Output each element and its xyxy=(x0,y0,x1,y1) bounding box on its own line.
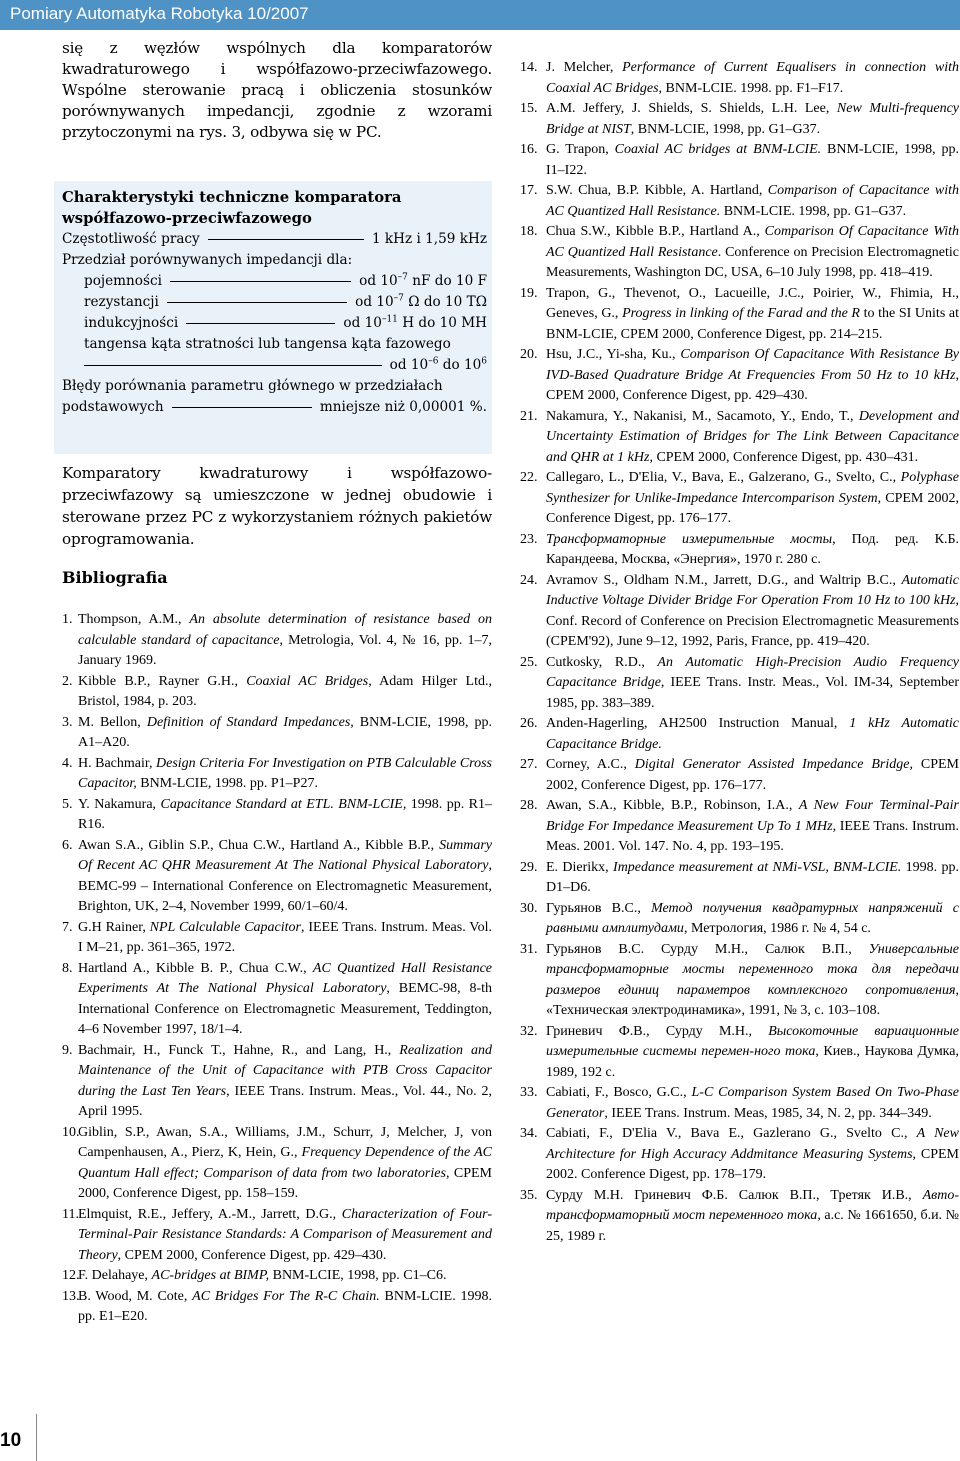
spec-frequency xyxy=(62,229,487,250)
reference-item xyxy=(512,1186,959,1248)
specs-title: Charakterystyki techniczne komparatora współfazowo-przeciwfazowego xyxy=(62,189,402,227)
reference-item xyxy=(62,1205,492,1267)
reference-title: Трансформаторные измерительные мосты xyxy=(546,531,833,547)
reference-number: 28. xyxy=(520,798,538,813)
reference-number: 20. xyxy=(520,347,538,362)
reference-details: , CPEM 2000, Conference Digest, pp. 430–431. xyxy=(649,449,919,465)
reference-details: BNM-LCIE. 1998. pp. E1–E20. xyxy=(78,1288,492,1324)
reference-title: Универсальные трансформаторные мосты переменного тока для передачи размеров единиц параметров комплексного сопротивления xyxy=(546,941,959,998)
reference-number: 24. xyxy=(520,572,538,588)
reference-details: to the SI Units at BNM-LCIE, CPEM 2000, Conference Digest, pp. 214–215. xyxy=(546,306,959,342)
reference-authors: Awan, S.A., Kibble, B.P., Robinson, I.A., xyxy=(546,798,799,813)
reference-item xyxy=(62,1266,492,1287)
spec-error xyxy=(62,397,487,418)
reference-authors: Giblin, S.P., Awan, S.A., Williams, J.M., Schurr, J, Melcher, J, von Campenhausen, A., Pierz, K, Hein, G., xyxy=(78,1124,492,1160)
spec-tan xyxy=(62,355,487,376)
spec-error-label2: podstawowych xyxy=(62,399,164,415)
reference-item xyxy=(62,959,492,1041)
reference-details: BNM-LCIE, 1998. pp. P1–P27. xyxy=(136,776,318,791)
reference-authors: S.W. Chua, B.P. Kibble, A. Hartland, xyxy=(546,183,768,198)
reference-number: 25. xyxy=(520,654,538,670)
reference-authors: Гурьянов В.С. Сурду М.Н., Салюк В.П., xyxy=(546,941,869,957)
reference-title: Definition of Standard Impedances xyxy=(146,714,351,730)
reference-details: 1998. pp. R1–R16. xyxy=(78,796,492,832)
reference-title: Comparison Of Capacitance With Resistance By IVD-Based Quadrature Bridge At Frequencies From 50 Hz to 10 kHz xyxy=(546,347,959,383)
reference-details: , BEMC-98, 8-th International Conference on Electromagnetic Measurement, Teddington, 4–6 November 1997, 18/1–4. xyxy=(78,981,493,1037)
reference-authors: Cutkosky, R.D., xyxy=(546,654,658,670)
reference-title: Progress in linking of the Farad and the R xyxy=(622,306,860,321)
reference-item xyxy=(512,940,959,1022)
reference-title: AC Bridges For The R-C Chain. xyxy=(192,1288,380,1304)
reference-number: 11. xyxy=(62,1206,79,1222)
reference-number: 34. xyxy=(520,1126,538,1141)
reference-number: 3. xyxy=(62,714,73,730)
reference-authors: Corney, A.C., xyxy=(546,757,635,772)
cap-exp: –7 xyxy=(397,272,408,283)
intro-paragraph: się z węzłów wspólnych dla komparatorów kwadraturowego i współfazowo-przeciwfazowego. Wspólne sterowanie pracą i obliczenia stosunków porównywanych impedancji, zgodnie z wzorami przytoczonymi na rys. 3, odbywa się w PC. xyxy=(62,39,492,141)
reference-authors: B. Wood, M. Cote, xyxy=(78,1288,193,1304)
reference-details: , Метрология, 1986 г. № 4, 54 с. xyxy=(683,921,871,936)
reference-details: , «Техническая электродинамика», 1991, № 3, с. 103–108. xyxy=(546,982,959,1018)
reference-item xyxy=(512,653,959,715)
tan-from: od 10 xyxy=(389,357,429,373)
reference-details: , IEEE Trans. Instr. Meas., Vol. IM-34, September 1985, pp. 383–389. xyxy=(546,675,959,711)
tan-exp: –6 xyxy=(428,356,439,367)
reference-details: , CPEM 2000, Conference Digest, pp. 429–430. xyxy=(546,367,959,403)
reference-number: 35. xyxy=(520,1187,538,1203)
leader-line xyxy=(172,407,312,408)
reference-title: Automatic Inductive Voltage Divider Bridge For Operation From 10 Hz to 100 kHz xyxy=(546,572,959,608)
reference-number: 19. xyxy=(520,285,538,301)
reference-details: , а.с. № 1661650, б.и. № 25, 1989 г. xyxy=(546,1208,959,1244)
reference-authors: Гурьянов В.С., xyxy=(546,900,652,916)
reference-title: Capacitance Standard at ETL. BNM-LCIE, xyxy=(160,796,407,812)
reference-item xyxy=(512,1022,959,1084)
reference-title: L-C Comparison System Based On Two-Phase Generator xyxy=(546,1085,959,1121)
spec-frequency-label: Częstotliwość pracy xyxy=(62,231,200,247)
reference-authors: Anden-Hagerling, AH2500 Instruction Manual, xyxy=(546,716,850,731)
reference-authors: H. Bachmair, xyxy=(78,755,157,771)
reference-authors: Hsu, J.C., Yi-sha, Ku., xyxy=(546,347,681,362)
cap-from: od 10 xyxy=(359,273,398,289)
reference-details: 1998. pp. D1–D6. xyxy=(546,859,960,895)
reference-item xyxy=(512,899,959,940)
reference-number: 27. xyxy=(520,757,538,772)
reference-details: , BEMC-99 – International Conference on Electromagnetic Measurement, Brighton, UK, 2–4, November 1999, 60/1–60/4. xyxy=(78,858,492,914)
reference-number: 33. xyxy=(520,1085,538,1100)
reference-number: 17. xyxy=(520,183,538,198)
reference-number: 16. xyxy=(520,142,538,157)
reference-item xyxy=(512,858,959,899)
reference-item xyxy=(62,610,492,672)
tan-mid: do 10 xyxy=(442,357,482,373)
reference-title: Coaxial AC Bridges xyxy=(246,673,369,689)
reference-item xyxy=(512,181,959,222)
reference-number: 10. xyxy=(62,1124,80,1140)
reference-authors: Kibble B.P., Rayner G.H., xyxy=(78,673,247,689)
reference-number: 18. xyxy=(520,224,538,239)
spec-error-value: mniejsze niż 0,00001 %. xyxy=(319,399,487,415)
reference-number: 12. xyxy=(62,1268,80,1283)
reference-details: , CPEM 2002, Conference Digest, pp. 176–177. xyxy=(546,490,959,526)
spec-error-label: Błędy porównania parametru głównego w przedziałach xyxy=(62,378,443,394)
spec-capacitance xyxy=(62,271,487,292)
reference-title: An absolute determination of resistance based on calculable standard of capacitance xyxy=(78,612,492,648)
reference-title: New Multi-frequency Bridge at NIST xyxy=(546,101,960,137)
reference-number: 32. xyxy=(520,1023,538,1039)
leader-line xyxy=(186,323,335,324)
reference-title: 1 kHz Automatic Capacitance Bridge. xyxy=(546,716,959,752)
page-number: 10 xyxy=(0,1430,22,1451)
reference-title: AC-bridges at BIMP, xyxy=(151,1268,270,1283)
reference-title: NPL Calculable Capacitor xyxy=(149,919,301,935)
reference-number: 22. xyxy=(520,470,538,485)
reference-title: Comparison of Capacitance with AC Quantized Hall Resistance. xyxy=(546,183,959,219)
reference-title: A New Four Terminal-Pair Bridge For Impedance Measurement Up To 1 MHz xyxy=(546,798,959,834)
reference-title: Characterization of Four-Terminal-Pair Resistance Standards: A Comparison of Measurement and Theory xyxy=(78,1206,492,1263)
reference-item xyxy=(62,1041,492,1123)
reference-number: 21. xyxy=(520,408,538,424)
page-number-rule xyxy=(36,1414,37,1461)
ind-to: H do 10 MH xyxy=(402,315,487,331)
reference-title: AC Quantized Hall Resistance Experiments At The National Physical Laboratory xyxy=(78,960,493,996)
reference-details: , CPEM 2000, Conference Digest, pp. 429–430. xyxy=(117,1247,387,1263)
reference-number: 13. xyxy=(62,1288,80,1304)
reference-authors: G. Trapon, xyxy=(546,142,615,157)
reference-item xyxy=(512,1124,959,1186)
references-left xyxy=(62,610,492,1328)
reference-item xyxy=(62,713,492,754)
reference-title: Development and Uncertainty Estimation of Bridges for The Link Between Capacitance and QHR at 1 kHz xyxy=(546,408,960,465)
reference-title: A New Architecture for High Accuracy Addmitance Measuring Systems, xyxy=(546,1126,959,1162)
reference-details: , CPEM 2002, Conference Digest, pp. 176–177. xyxy=(546,757,959,793)
reference-title: Coaxial AC bridges at BNM-LCIE. xyxy=(614,142,822,157)
reference-item xyxy=(512,284,959,346)
reference-details: BNM-LCIE. 1998, pp. G1–G37. xyxy=(720,203,907,219)
reference-details: , CPEM 2000, Conference Digest, pp. 158–159. xyxy=(78,1165,493,1201)
reference-title: Высокоточные вариационные измерительные системы перемен-ного тока xyxy=(546,1023,959,1059)
reference-item xyxy=(62,836,492,918)
spec-cap-value xyxy=(359,271,487,292)
reference-title: An Automatic High-Precision Audio Frequency Capacitance Bridge xyxy=(546,654,959,690)
spec-ind-label: indukcyjności xyxy=(84,315,179,331)
reference-authors: F. Delahaye, xyxy=(78,1268,152,1283)
reference-authors: Elmquist, R.E., Jeffery, A.-M., Jarrett, D.G., xyxy=(78,1206,342,1222)
spec-tan-label: tangensa kąta stratności lub tangensa kąta fazowego xyxy=(84,336,451,352)
reference-authors: Callegaro, L., D'Elia, V., Bava, E., Galzerano, G., Svelto, C., xyxy=(546,470,901,485)
spec-tan-value xyxy=(390,355,487,376)
res-exp: –7 xyxy=(393,293,404,304)
reference-authors: Awan S.A., Giblin S.P., Chua C.W., Hartland A., Kibble B.P., xyxy=(78,837,440,853)
reference-authors: Trapon, G., Thevenot, O., Lacueille, J.C., Poirier, W., Fhimia, H., Geneves, G., xyxy=(546,285,959,321)
leader-line xyxy=(167,302,347,303)
reference-details: . Conference on Precision Electromagnetic Measurements, Washington DC, USA, 6–10 July 1998, pp. 418–419. xyxy=(546,244,959,280)
journal-header-bar xyxy=(0,0,960,30)
reference-number: 6. xyxy=(62,837,73,853)
reference-details: BNM-LCIE, 1998, pp. I1–I22. xyxy=(546,142,959,178)
reference-item xyxy=(512,1083,959,1124)
reference-item xyxy=(512,407,959,469)
res-to: Ω do 10 TΩ xyxy=(408,294,487,310)
reference-item xyxy=(512,140,959,181)
ind-exp: –11 xyxy=(381,314,398,325)
reference-authors: Y. Nakamura, xyxy=(78,796,161,812)
spec-res-value xyxy=(355,292,487,313)
reference-authors: J. Melcher, xyxy=(546,60,623,75)
reference-authors: Cabiati, F., D'Elia V., Bava E., Gazlerano G., Svelto C., xyxy=(546,1126,917,1141)
reference-authors: Chua S.W., Kibble B.P., Hartland A., xyxy=(546,224,765,239)
res-from: od 10 xyxy=(355,294,394,310)
spec-ind-value xyxy=(343,313,487,334)
reference-title: Performance of Current Equalisers in connection with Coaxial AC Bridges, xyxy=(546,60,959,96)
reference-item xyxy=(512,468,959,530)
cap-to: nF do 10 F xyxy=(412,273,487,289)
reference-authors: E. Dierikx, xyxy=(546,859,614,875)
reference-title: Метод получения квадратурных напряжений с равными амплитудами xyxy=(546,900,959,936)
reference-title: Summary Of Recent AC QHR Measurement At The National Physical Laboratory xyxy=(78,837,492,873)
reference-number: 1. xyxy=(62,612,73,627)
reference-item xyxy=(62,918,492,959)
reference-authors: Nakamura, Y., Nakanisi, M., Sacamoto, Y., Endo, T., xyxy=(546,408,859,424)
reference-details: , IEEE Trans. Instrum. Meas, 1985, 34, N. 2, pp. 344–349. xyxy=(604,1105,932,1121)
spec-cap-label: pojemności xyxy=(84,273,162,289)
reference-authors: G.H Rainer, xyxy=(78,919,150,935)
reference-item xyxy=(512,345,959,407)
reference-number: 5. xyxy=(62,796,73,812)
reference-details: , BNM-LCIE, 1998, pp. G1–G37. xyxy=(630,121,821,137)
leader-line xyxy=(170,281,351,282)
reference-details: , BNM-LCIE, 1998, pp. A1–A20. xyxy=(78,714,493,750)
intro-paragraph-container xyxy=(62,38,492,143)
spec-res-label: rezystancji xyxy=(84,294,159,310)
reference-details: , Adam Hilger Ltd., Bristol, 1984, p. 203. xyxy=(78,673,492,709)
reference-title: Polyphase Synthesizer for Unlike-Impedance Intercomparison System xyxy=(546,470,959,506)
reference-item xyxy=(512,58,959,99)
reference-authors: Cabiati, F., Bosco, G.C., xyxy=(546,1085,692,1100)
reference-details: , IEEE Trans. Instrum. Meas. 2001. Vol. 147. No. 4, pp. 193–195. xyxy=(546,818,960,854)
reference-title: Design Criteria For Investigation on PTB Calculable Cross Capacitor, xyxy=(78,755,492,791)
reference-title: Авто-трансформаторный мост переменного тока xyxy=(546,1187,959,1223)
reference-details: , Metrologia, Vol. 4, № 16, pp. 1–7, January 1969. xyxy=(78,632,492,668)
reference-item xyxy=(62,1287,492,1328)
reference-item xyxy=(62,754,492,795)
journal-title: Pomiary Automatyka Robotyka 10/2007 xyxy=(10,4,309,23)
reference-item xyxy=(512,222,959,284)
specs-box xyxy=(54,181,492,454)
bibliography-heading: Bibliografia xyxy=(62,568,168,587)
reference-number: 15. xyxy=(520,101,538,116)
reference-title: Comparison Of Capacitance With AC Quantized Hall Resistance xyxy=(546,224,959,260)
ind-from: od 10 xyxy=(343,315,382,331)
reference-details: , Киев., Наукова Думка, 1989, 192 с. xyxy=(546,1044,959,1080)
reference-item xyxy=(62,795,492,836)
reference-details: BNM-LCIE. 1998. pp. F1–F17. xyxy=(662,80,844,96)
spec-inductance xyxy=(62,313,487,334)
reference-item xyxy=(512,714,959,755)
tan-exp2: 6 xyxy=(481,356,487,367)
reference-number: 23. xyxy=(520,531,538,547)
reference-number: 4. xyxy=(62,755,73,771)
reference-number: 29. xyxy=(520,859,538,875)
reference-number: 8. xyxy=(62,960,73,976)
reference-item xyxy=(512,99,959,140)
reference-title: Realization and Maintenance of the Unit of Capacitance with PTB Cross Capacitor during the Last Ten Years xyxy=(78,1042,492,1099)
reference-authors: Thompson, A.M., xyxy=(78,612,190,627)
reference-details: BNM-LCIE, 1998, pp. C1–C6. xyxy=(269,1268,447,1283)
reference-item xyxy=(62,672,492,713)
reference-item xyxy=(512,755,959,796)
reference-number: 31. xyxy=(520,941,538,957)
spec-resistance xyxy=(62,292,487,313)
reference-number: 7. xyxy=(62,919,73,935)
reference-authors: Гриневич Ф.В., Сурду М.Н., xyxy=(546,1023,769,1039)
reference-authors: Bachmair, H., Funck T., Hahne, R., and Lang, H., xyxy=(78,1042,400,1058)
reference-item xyxy=(512,530,959,571)
reference-number: 9. xyxy=(62,1042,73,1058)
leader-line xyxy=(208,239,364,240)
reference-details: , IEEE Trans. Instrum. Meas. Vol. I M–21, pp. 361–365, 1972. xyxy=(78,919,492,955)
reference-authors: Сурду М.Н. Гриневич Ф.Б. Салюк В.П., Третяк И.В., xyxy=(546,1187,923,1203)
leader-line xyxy=(84,365,382,366)
reference-details: , Conf. Record of Conference on Precision Electromagnetic Measurements (CPEM'92), June 9–12, 1992, Paris, France, pp. 419–420. xyxy=(546,593,959,649)
reference-number: 14. xyxy=(520,60,538,75)
reference-details: , IEEE Trans. Instrum. Meas., Vol. 44., No. 2, April 1995. xyxy=(78,1083,492,1119)
reference-details: CPEM 2002. Conference Digest, pp. 178–179. xyxy=(546,1146,959,1182)
reference-authors: Hartland A., Kibble B. P., Chua C.W., xyxy=(78,960,313,976)
reference-number: 30. xyxy=(520,900,538,916)
reference-title: Impedance measurement at NMi-VSL, BNM-LCIE. xyxy=(613,859,902,875)
reference-number: 26. xyxy=(520,716,538,731)
reference-item xyxy=(62,1123,492,1205)
spec-frequency-value: 1 kHz i 1,59 kHz xyxy=(371,231,487,247)
reference-title: Frequency Dependence of the AC Quantum Hall effect; Comparison of data from two laboratories xyxy=(78,1145,492,1181)
reference-title: Digital Generator Assisted Impedance Bridge xyxy=(634,757,910,772)
reference-number: 2. xyxy=(62,673,73,689)
reference-authors: A.M. Jeffery, J. Shields, S. Shields, L.H. Lee, xyxy=(546,101,837,116)
reference-details: , Под. ред. К.Б. Карандеева, Москва, «Энергия», 1970 г. 280 с. xyxy=(546,531,959,567)
references-right xyxy=(512,58,959,1247)
reference-authors: Avramov S., Oldham N.M., Jarrett, D.G., and Waltrip B.C., xyxy=(546,572,902,588)
reference-authors: M. Bellon, xyxy=(78,714,147,730)
body-paragraph: Komparatory kwadraturowy i współfazowo-przeciwfazowy są umieszczone w jednej obudowie i sterowane przez PC z wykorzystaniem różnych pakietów oprogramowania. xyxy=(62,464,492,548)
reference-item xyxy=(512,571,959,653)
spec-range-label: Przedział porównywanych impedancji dla: xyxy=(62,252,353,268)
reference-item xyxy=(512,796,959,858)
